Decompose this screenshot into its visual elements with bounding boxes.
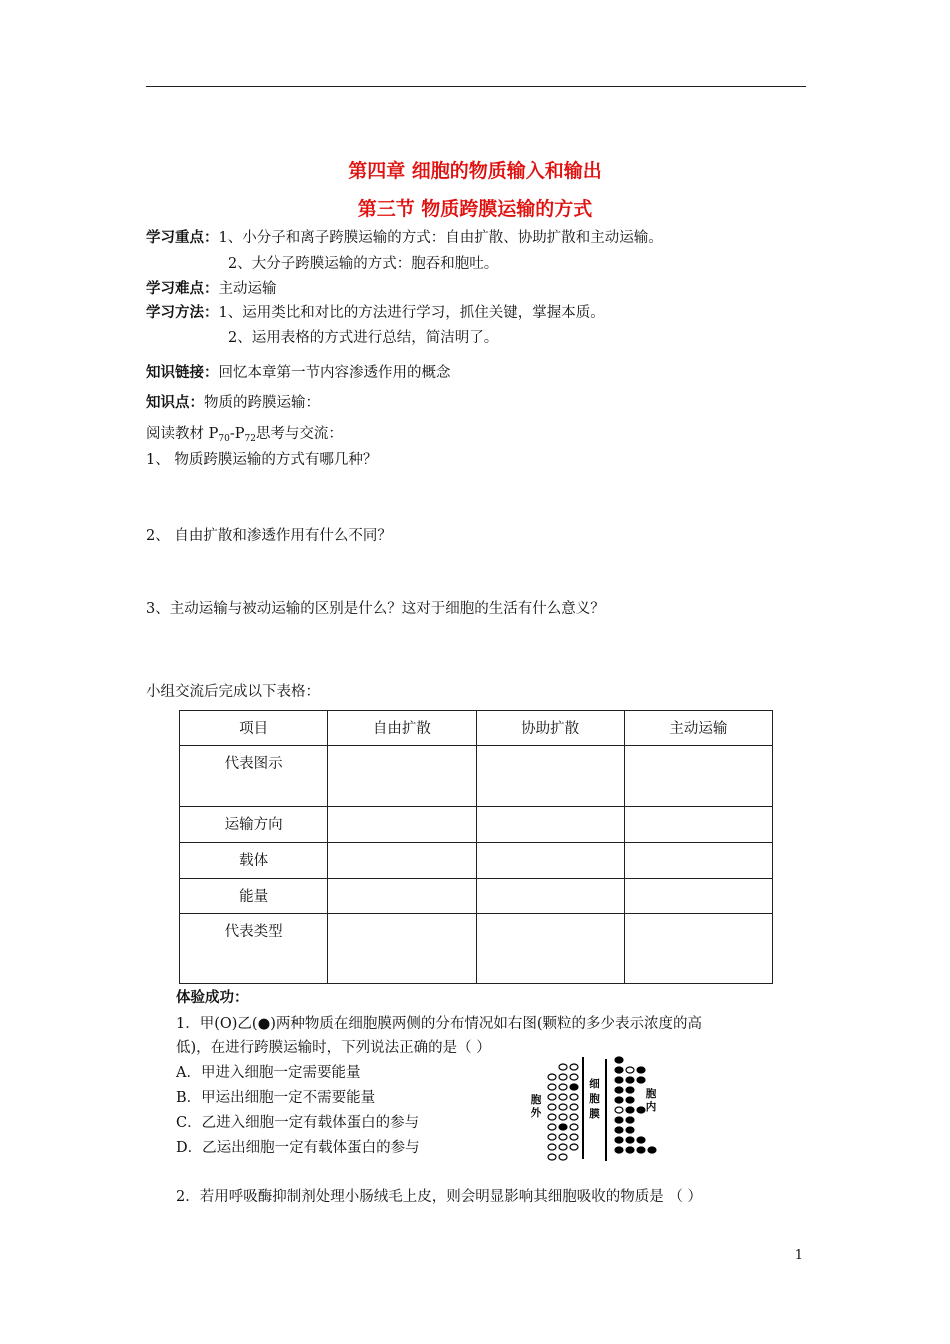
table-row bbox=[180, 843, 773, 879]
question-1: 1、 物质跨膜运输的方式有哪几种？ bbox=[146, 452, 378, 468]
knowledge-link-line bbox=[146, 361, 451, 382]
table-row bbox=[180, 746, 773, 807]
solid-particle-dot bbox=[637, 1067, 645, 1073]
table-header-cell: 主动运输 bbox=[624, 711, 772, 746]
open-particle-dot bbox=[570, 1144, 578, 1150]
label-inside-1: 胞 bbox=[645, 1088, 657, 1100]
table-cell[interactable] bbox=[624, 914, 772, 984]
open-particle-dot bbox=[559, 1074, 567, 1080]
option-b: B．甲运出细胞一定不需要能量 bbox=[176, 1090, 376, 1106]
open-particle-dot bbox=[570, 1104, 578, 1110]
table-cell[interactable] bbox=[624, 843, 772, 879]
difficulty-line bbox=[146, 277, 277, 298]
reading-dash: -P bbox=[229, 426, 245, 442]
solid-particle-dot bbox=[559, 1124, 567, 1130]
page-number: 1 bbox=[794, 1248, 803, 1263]
table-cell[interactable] bbox=[476, 807, 624, 843]
group-prompt: 小组交流后完成以下表格： bbox=[146, 684, 320, 700]
table-cell[interactable] bbox=[328, 914, 476, 984]
table-cell[interactable] bbox=[328, 746, 476, 807]
table-row-label: 代表类型 bbox=[180, 914, 328, 984]
open-particle-dot bbox=[570, 1124, 578, 1130]
practice-q2: 2．若用呼吸酶抑制剂处理小肠绒毛上皮，则会明显影响其细胞吸收的物质是 （ ） bbox=[176, 1189, 702, 1205]
chapter-title: 第四章 细胞的物质输入和输出 bbox=[348, 160, 602, 182]
solid-particle-dot bbox=[648, 1147, 656, 1153]
difficulty-text: 主动运输 bbox=[218, 281, 277, 297]
open-particle-dot bbox=[570, 1064, 578, 1070]
table-cell[interactable] bbox=[328, 807, 476, 843]
table-row-label: 载体 bbox=[180, 843, 328, 879]
open-particle-dot bbox=[548, 1134, 556, 1140]
table-row-label: 能量 bbox=[180, 879, 328, 914]
table-cell[interactable] bbox=[476, 914, 624, 984]
table-row bbox=[180, 879, 773, 914]
open-particle-dot bbox=[559, 1064, 567, 1070]
label-outside-1: 胞 bbox=[530, 1094, 542, 1106]
practice-q1-line1: 1．甲(O)乙(●)两种物质在细胞膜两侧的分布情况如右图(颗粒的多少表示浓度的高 bbox=[176, 1016, 703, 1032]
header-rule bbox=[146, 86, 806, 87]
option-d: D．乙运出细胞一定有载体蛋白的参与 bbox=[176, 1140, 420, 1156]
solid-particle-dot bbox=[615, 1097, 623, 1103]
solid-particle-dot bbox=[615, 1137, 623, 1143]
solid-particle-dot bbox=[615, 1127, 623, 1133]
knowledge-point-label: 知识点： bbox=[146, 395, 204, 411]
reading-prefix: 阅读教材 P bbox=[146, 426, 219, 442]
open-particle-dot bbox=[559, 1114, 567, 1120]
open-particle-dot bbox=[559, 1144, 567, 1150]
solid-particle-dot bbox=[626, 1137, 634, 1143]
table-row-label: 运输方向 bbox=[180, 807, 328, 843]
solid-particle-dot bbox=[615, 1057, 623, 1063]
table-header-row bbox=[180, 711, 773, 746]
comparison-table bbox=[179, 710, 773, 984]
open-particle-dot bbox=[559, 1154, 567, 1160]
open-particle-dot bbox=[559, 1104, 567, 1110]
label-membrane-3: 膜 bbox=[589, 1108, 600, 1120]
open-particle-dot bbox=[570, 1094, 578, 1100]
table-cell[interactable] bbox=[624, 879, 772, 914]
option-a: A．甲进入细胞一定需要能量 bbox=[176, 1065, 361, 1081]
method-line-1 bbox=[146, 301, 605, 322]
solid-particle-dot bbox=[637, 1107, 645, 1113]
focus-item-2: 2、大分子跨膜运输的方式：胞吞和胞吐。 bbox=[228, 256, 499, 272]
open-particle-dot bbox=[559, 1094, 567, 1100]
option-c: C．乙进入细胞一定有载体蛋白的参与 bbox=[176, 1115, 420, 1131]
focus-item-1: 1、小分子和离子跨膜运输的方式：自由扩散、协助扩散和主动运输。 bbox=[218, 230, 663, 246]
open-particle-dot bbox=[548, 1094, 556, 1100]
solid-particle-dot bbox=[637, 1077, 645, 1083]
solid-particle-dot bbox=[626, 1077, 634, 1083]
table-header-cell: 自由扩散 bbox=[328, 711, 476, 746]
open-particle-dot bbox=[559, 1084, 567, 1090]
practice-q1-line2: 低)，在进行跨膜运输时，下列说法正确的是（ ） bbox=[176, 1040, 491, 1056]
solid-particle-dot bbox=[626, 1117, 634, 1123]
solid-particle-dot bbox=[626, 1107, 634, 1113]
question-2: 2、 自由扩散和渗透作用有什么不同？ bbox=[146, 528, 392, 544]
solid-particle-dot bbox=[626, 1087, 634, 1093]
particle-dots bbox=[548, 1057, 656, 1160]
table-row-label: 代表图示 bbox=[180, 746, 328, 807]
section-title: 第三节 物质跨膜运输的方式 bbox=[357, 198, 593, 220]
table-header-cell: 协助扩散 bbox=[476, 711, 624, 746]
open-particle-dot bbox=[548, 1154, 556, 1160]
open-particle-dot bbox=[570, 1134, 578, 1140]
method-item-1: 1、运用类比和对比的方法进行学习，抓住关键，掌握本质。 bbox=[218, 305, 605, 321]
table-header-cell: 项目 bbox=[180, 711, 328, 746]
reading-page-start: 70 bbox=[218, 434, 230, 444]
solid-particle-dot bbox=[615, 1077, 623, 1083]
reading-page-end: 72 bbox=[244, 434, 256, 444]
table-cell[interactable] bbox=[624, 746, 772, 807]
method-item-2: 2、运用表格的方式进行总结，简洁明了。 bbox=[228, 330, 499, 346]
label-inside-2: 内 bbox=[645, 1101, 657, 1113]
open-particle-dot bbox=[548, 1124, 556, 1130]
solid-particle-dot bbox=[637, 1147, 645, 1153]
solid-particle-dot bbox=[637, 1137, 645, 1143]
label-membrane-2: 胞 bbox=[589, 1093, 600, 1105]
reading-line bbox=[146, 422, 343, 444]
knowledge-link-label: 知识链接： bbox=[146, 365, 219, 381]
open-particle-dot bbox=[548, 1144, 556, 1150]
knowledge-link-text: 回忆本章第一节内容渗透作用的概念 bbox=[218, 365, 451, 381]
solid-particle-dot bbox=[615, 1147, 623, 1153]
question-3: 3、主动运输与被动运输的区别是什么？这对于细胞的生活有什么意义？ bbox=[146, 601, 605, 617]
open-particle-dot bbox=[548, 1104, 556, 1110]
open-particle-dot bbox=[559, 1134, 567, 1140]
table-cell[interactable] bbox=[624, 807, 772, 843]
table-cell[interactable] bbox=[328, 843, 476, 879]
open-particle-dot bbox=[548, 1084, 556, 1090]
table-cell[interactable] bbox=[328, 879, 476, 914]
membrane-diagram bbox=[520, 1055, 670, 1165]
table-row bbox=[180, 914, 773, 984]
knowledge-point-line bbox=[146, 391, 320, 412]
solid-particle-dot bbox=[626, 1127, 634, 1133]
open-particle-dot bbox=[548, 1114, 556, 1120]
reading-suffix: 思考与交流： bbox=[255, 426, 343, 442]
difficulty-label: 学习难点： bbox=[146, 281, 219, 297]
solid-particle-dot bbox=[615, 1067, 623, 1073]
solid-particle-dot bbox=[626, 1097, 634, 1103]
open-particle-dot bbox=[615, 1107, 623, 1113]
solid-particle-dot bbox=[626, 1147, 634, 1153]
solid-particle-dot bbox=[615, 1117, 623, 1123]
knowledge-point-text: 物质的跨膜运输： bbox=[204, 395, 320, 411]
practice-heading: 体验成功： bbox=[176, 990, 249, 1006]
solid-particle-dot bbox=[615, 1087, 623, 1093]
method-label: 学习方法： bbox=[146, 305, 219, 321]
focus-line-1 bbox=[146, 226, 663, 247]
open-particle-dot bbox=[626, 1067, 634, 1073]
solid-particle-dot bbox=[570, 1084, 578, 1090]
open-particle-dot bbox=[570, 1074, 578, 1080]
table-cell[interactable] bbox=[476, 879, 624, 914]
table-row bbox=[180, 807, 773, 843]
table-cell[interactable] bbox=[476, 843, 624, 879]
label-membrane-1: 细 bbox=[589, 1078, 600, 1090]
open-particle-dot bbox=[570, 1114, 578, 1120]
focus-label: 学习重点： bbox=[146, 230, 219, 246]
open-particle-dot bbox=[548, 1074, 556, 1080]
table-cell[interactable] bbox=[476, 746, 624, 807]
label-outside-2: 外 bbox=[530, 1107, 542, 1119]
